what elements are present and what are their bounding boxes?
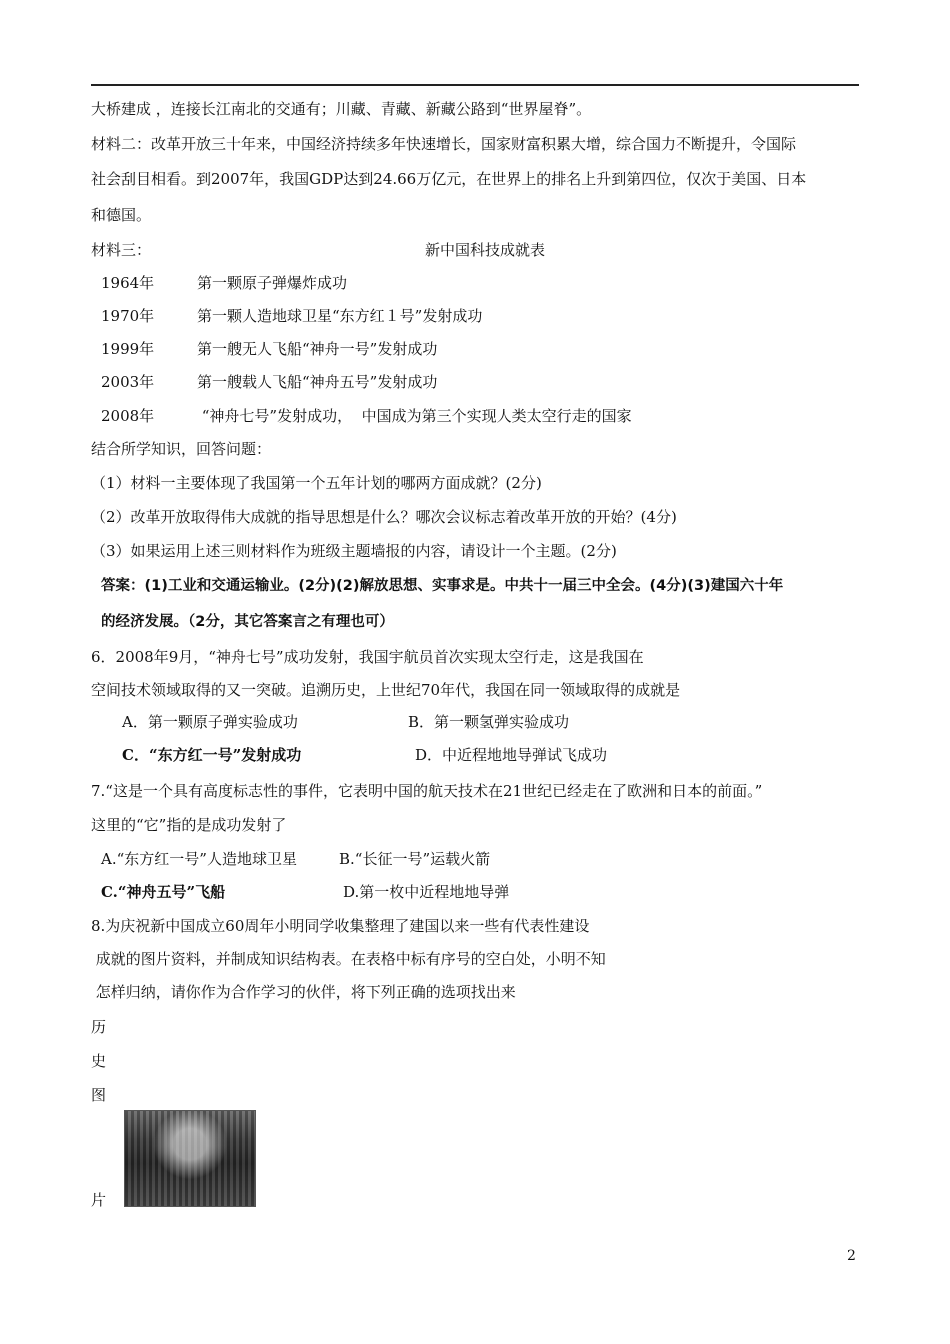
- sub-question: （2）改革开放取得伟大成就的指导思想是什么？哪次会议标志着改革开放的开始？(4分): [91, 508, 677, 526]
- q6-option-d: D．中近程地地导弹试飞成功: [415, 746, 608, 764]
- q8-stem: 成就的图片资料，并制成知识结构表。在表格中标有序号的空白处，小明不知: [91, 950, 606, 968]
- q6-stem: 6．2008年9月，“神舟七号”成功发射，我国宇航员首次实现太空行走，这是我国在: [91, 648, 644, 666]
- material3-title: 新中国科技成就表: [425, 241, 546, 259]
- q7-stem: 这里的“它”指的是成功发射了: [91, 816, 287, 834]
- achievement-year: 1964年: [101, 274, 155, 292]
- text-line: 材料二：改革开放三十年来，中国经济持续多年快速增长，国家财富积累大增，综合国力不断提升，令国际: [91, 135, 797, 153]
- q7-option-a: A.“东方红一号”人造地球卫星: [101, 850, 297, 868]
- vertical-label-char: 史: [91, 1052, 107, 1070]
- sub-question: （3）如果运用上述三则材料作为班级主题墙报的内容，请设计一个主题。(2分): [91, 542, 617, 560]
- q6-stem: 空间技术领域取得的又一突破。追溯历史，上世纪70年代，我国在同一领域取得的成就是: [91, 681, 681, 699]
- q7-option-b: B.“长征一号”运载火箭: [339, 850, 491, 868]
- q7-option-d: D.第一枚中近程地地导弹: [343, 883, 510, 901]
- q7-option-c: C.“神舟五号”飞船: [101, 883, 226, 901]
- q8-stem: 怎样归纳，请你作为合作学习的伙伴，将下列正确的选项找出来: [91, 983, 516, 1001]
- answer-line: 答案：(1)工业和交通运输业。(2分)(2)解放思想、实事求是。中共十一届三中全会。(4分)(3)建国六十年: [101, 578, 784, 594]
- achievement-year: 2008年: [101, 407, 155, 425]
- achievement-year: 2003年: [101, 373, 155, 391]
- vertical-label-char: 历: [91, 1018, 107, 1036]
- text-line: 社会刮目相看。到2007年，我国GDP达到24.66万亿元，在世界上的排名上升到第四位，仅次于美国、日本: [91, 170, 807, 188]
- historical-photo: [124, 1110, 256, 1207]
- vertical-label-char: 图: [91, 1086, 107, 1104]
- q7-stem: 7.“这是一个具有高度标志性的事件，它表明中国的航天技术在21世纪已经走在了欧洲和日本的前面。”: [91, 782, 763, 800]
- achievement-event: “神舟七号”发射成功， 中国成为第三个实现人类太空行走的国家: [197, 407, 632, 425]
- page-number: 2: [847, 1248, 856, 1264]
- q6-option-b: B．第一颗氢弹实验成功: [408, 713, 570, 731]
- q8-stem: 8.为庆祝新中国成立60周年小明同学收集整理了建国以来一些有代表性建设: [91, 917, 590, 935]
- answer-line: 的经济发展。（2分，其它答案言之有理也可）: [101, 614, 394, 630]
- sub-question: （1）材料一主要体现了我国第一个五年计划的哪两方面成就？(2分): [91, 474, 542, 492]
- achievement-event: 第一艘载人飞船“神舟五号”发射成功: [197, 373, 438, 391]
- text-line: 大桥建成 ，连接长江南北的交通有；川藏、青藏、新藏公路到“世界屋脊”。: [91, 100, 592, 118]
- material3-label: 材料三：: [91, 241, 152, 259]
- achievement-year: 1970年: [101, 307, 155, 325]
- text-line: 和德国。: [91, 206, 152, 224]
- vertical-label-char: 片: [91, 1191, 107, 1209]
- achievement-year: 1999年: [101, 340, 155, 358]
- achievement-event: 第一艘无人飞船“神舟一号”发射成功: [197, 340, 438, 358]
- achievement-event: 第一颗原子弹爆炸成功: [197, 274, 348, 292]
- header-rule: [91, 84, 859, 86]
- q6-option-c: C．“东方红一号”发射成功: [122, 746, 302, 764]
- achievement-event: 第一颗人造地球卫星“东方红１号”发射成功: [197, 307, 483, 325]
- q6-option-a: A．第一颗原子弹实验成功: [122, 713, 298, 731]
- question-prompt: 结合所学知识，回答问题：: [91, 440, 272, 458]
